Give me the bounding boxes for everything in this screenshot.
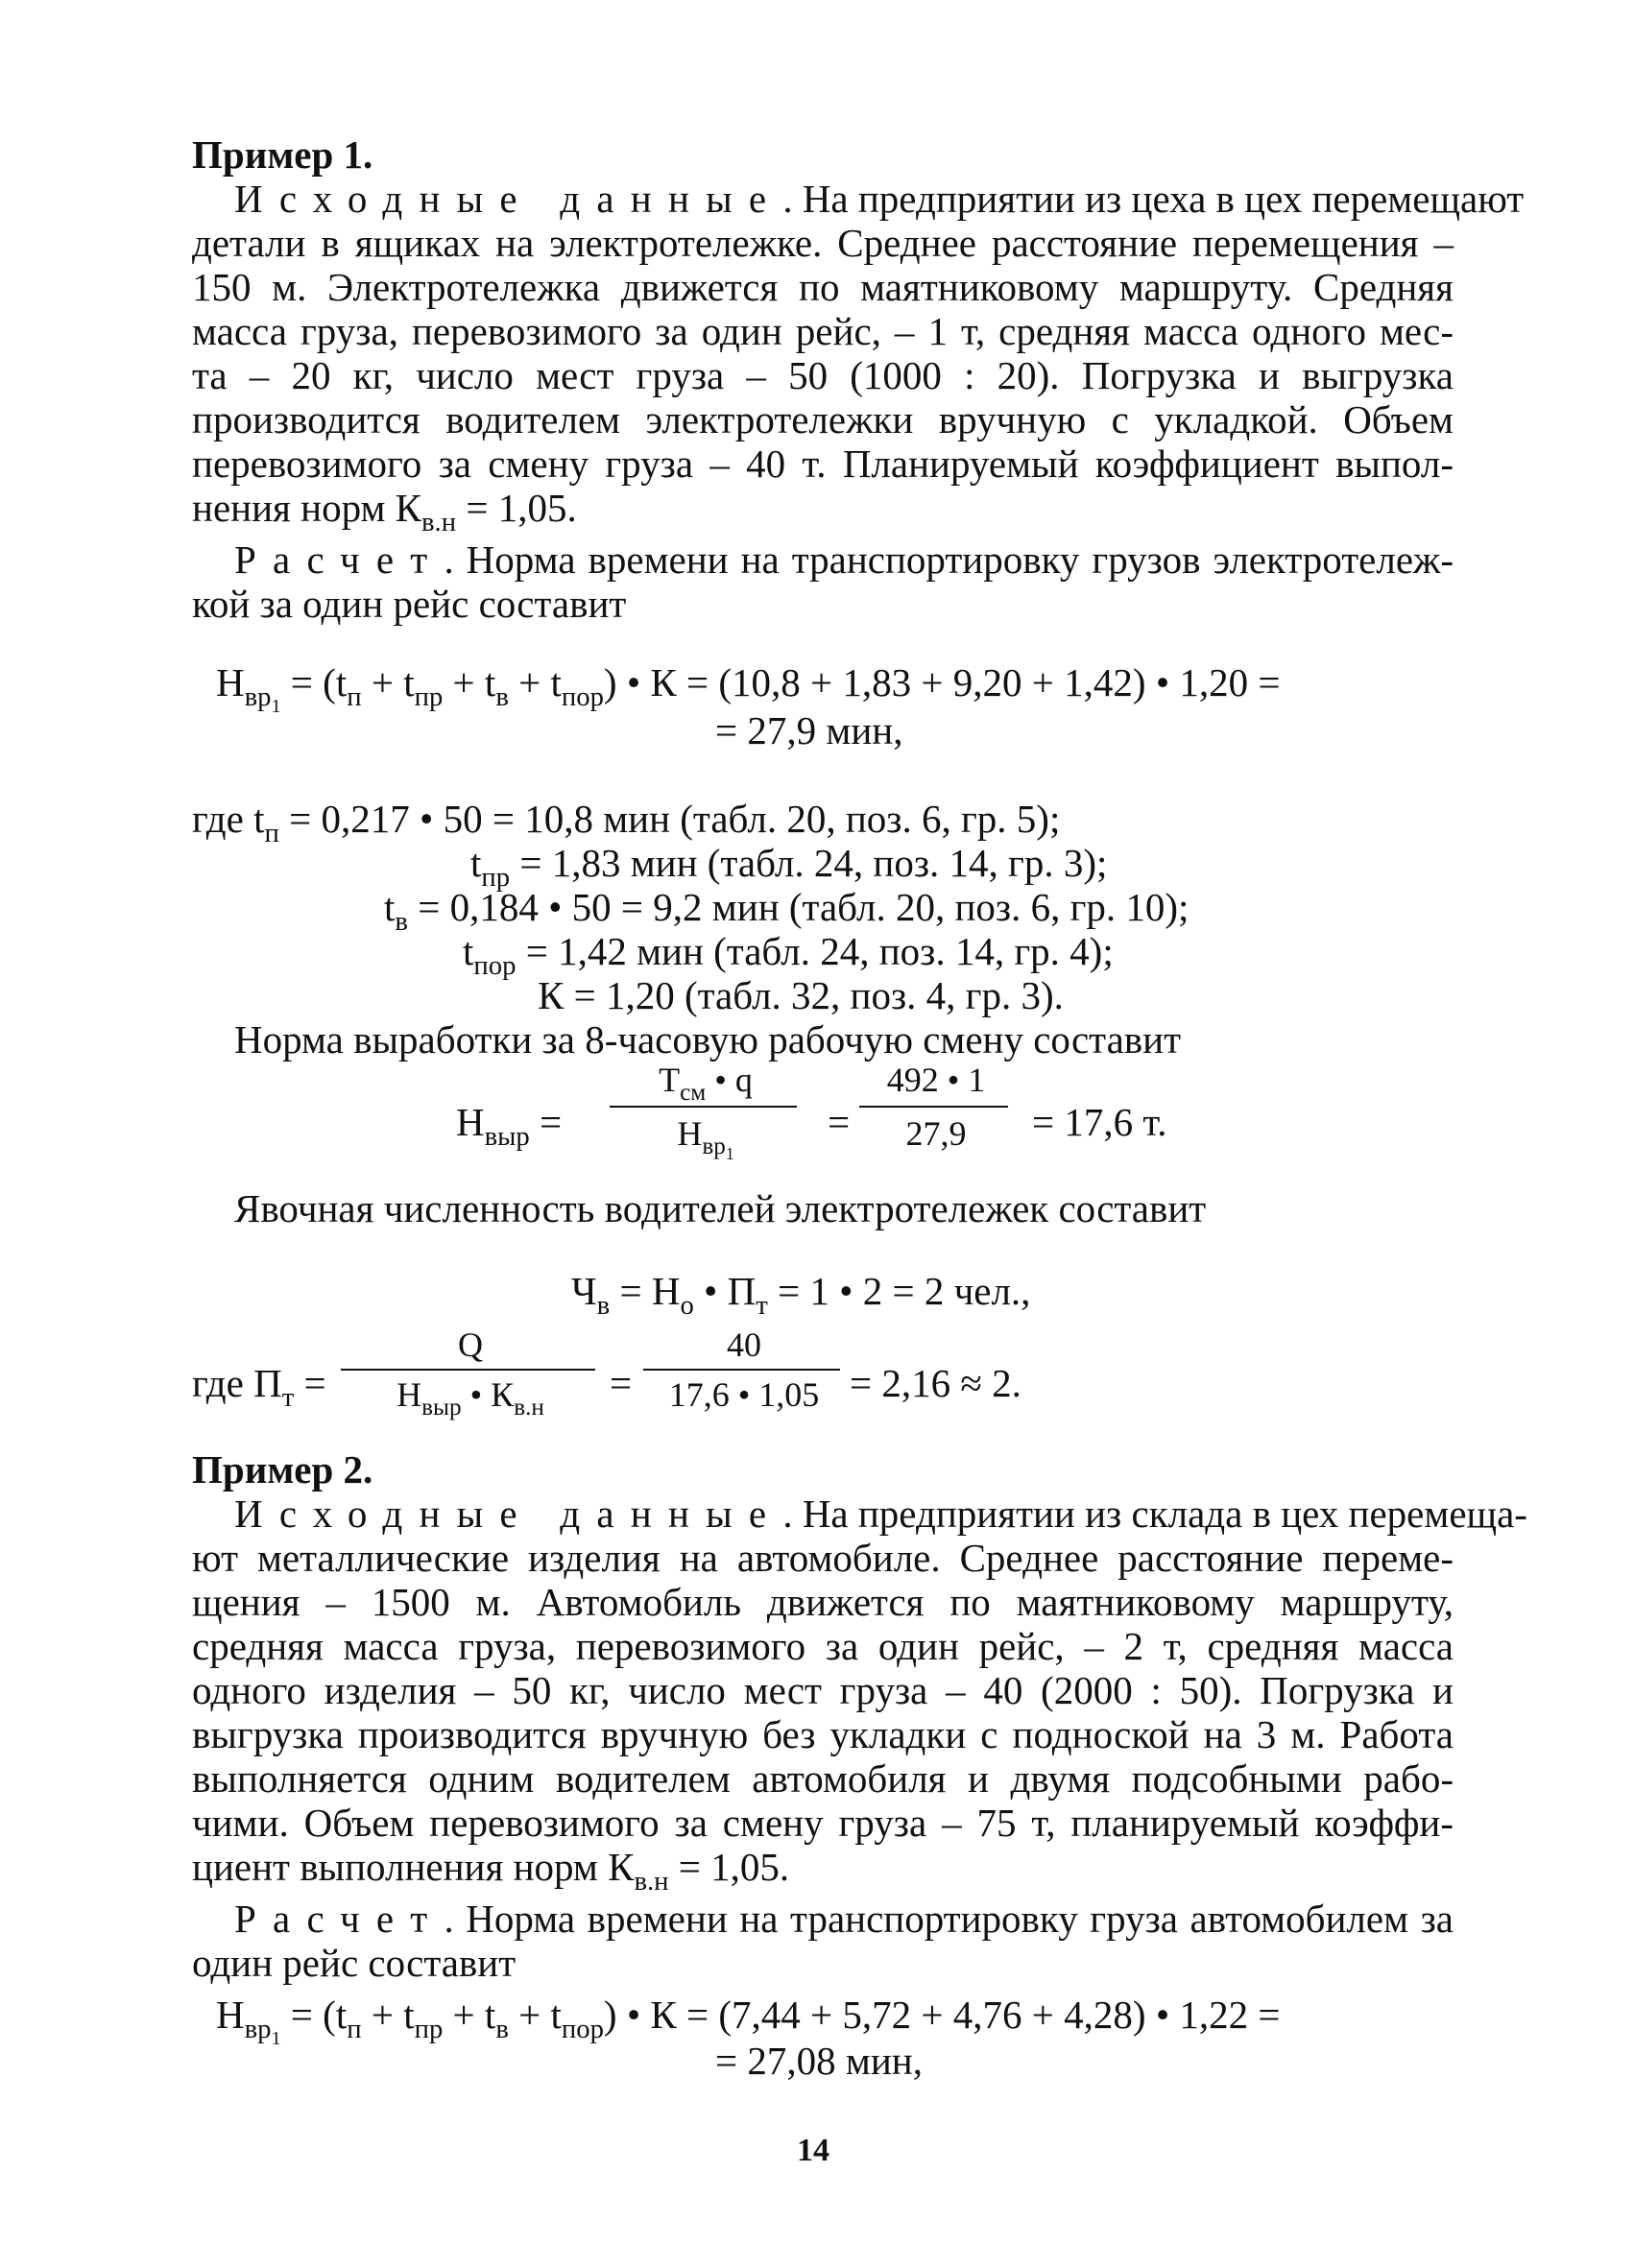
output-norm-intro: Норма выработки за 8-часовую рабочую смену составит <box>234 1017 1181 1062</box>
example-2-line-5: одного изделия – 50 кг, число мест груза – 40 (2000 : 50). Погрузка и <box>192 1668 1454 1712</box>
example-2-line-7: выполняется одним водителем автомобиля и двумя подсобными рабо- <box>192 1756 1454 1801</box>
pt-den-value: 17,6 • 1,05 <box>668 1375 820 1414</box>
headcount-intro: Явочная численность водителей электротележек составит <box>234 1186 1207 1230</box>
example-2-calc-line-1: Расчет. Норма времени на транспортировку груза автомобилем за <box>234 1897 1454 1941</box>
pt-result: = 2,16 ≈ 2. <box>850 1361 1021 1405</box>
pt-lhs: где $П_т$ = <box>192 1361 326 1414</box>
equals-sign: = <box>610 1361 633 1405</box>
example-1-line-5: та – 20 кг, число мест груза – 50 (1000 : 20). Погрузка и выгрузка <box>192 353 1454 397</box>
example-1-time-formula: $Н_{вр_1} = (t_п + t_{пр} + t_в + t_{пор})$ • К = (10,8 + 1,83 + 9,20 + 1,42) • 1,20 = <box>216 660 1281 718</box>
example-1-line-3: 150 м. Электротележка движется по маятниковому маршруту. Средняя <box>192 265 1454 309</box>
fraction-bar <box>859 1106 1008 1108</box>
example-1-line-8: нения норм $К_{в.н} = 1,05$. <box>192 486 577 538</box>
output-norm-denominator: $Н_{вр_1}$ <box>677 1114 734 1163</box>
example-2-line-8: чими. Объем перевозимого за смену груза – 75 т, планируемый коэффи- <box>192 1801 1454 1845</box>
output-norm-lhs: $Н_{выр}$ = <box>456 1100 563 1153</box>
example-1-heading: Пример 1. <box>192 132 373 177</box>
where-k: К = 1,20 (табл. 32, поз. 4, гр. 3). <box>538 973 1064 1017</box>
example-1-line-7: перевозимого за смену груза – 40 т. Планируемый коэффициент выпол- <box>192 442 1454 486</box>
example-2-line-3: щения – 1500 м. Автомобиль движется по маятниковому маршруту, <box>192 1580 1454 1624</box>
pt-denominator: $Н_{выр}$ • $К_{в.н}$ <box>396 1375 544 1420</box>
page-number: 14 <box>797 2133 829 2168</box>
output-norm-numerator: $Т_{см}$ • q <box>659 1061 753 1106</box>
example-1-line-2: детали в ящиках на электротележке. Среднее расстояние перемещения – <box>192 221 1454 265</box>
example-2-line-2: ют металлические изделия на автомобиле. Среднее расстояние переме- <box>192 1536 1454 1580</box>
example-2-line-1: Исходные данные. На предприятии из склада в цех перемеща- <box>234 1492 1527 1536</box>
where-tpr: $t_{пр} = 1,83$ мин (табл. 24, поз. 14, гр. 3); <box>470 841 1108 894</box>
fraction-bar <box>341 1369 595 1371</box>
where-tpor: $t_{пор} = 1,42$ мин (табл. 24, поз. 14, гр. 4); <box>463 929 1114 982</box>
pt-numerator: Q <box>458 1325 483 1364</box>
example-2-line-9: циент выполнения норм $К_{в.н} = 1,05$. <box>192 1845 790 1898</box>
where-tv: $t_в = 0,184$ • 50 = 9,2 мин (табл. 20, поз. 6, гр. 10); <box>384 885 1189 938</box>
example-1-time-result: = 27,9 мин, <box>715 708 903 752</box>
fraction-bar <box>610 1106 797 1108</box>
example-1-line-1: Исходные данные. На предприятии из цеха в цех перемещают <box>234 177 1525 221</box>
equals-sign: = <box>828 1100 851 1144</box>
example-2-calc-line-2: один рейс составит <box>192 1941 517 1985</box>
example-1-line-6: производится водителем электротележки вручную с укладкой. Объем <box>192 397 1454 442</box>
fraction-bar <box>643 1369 840 1371</box>
output-norm-num-value: 492 • 1 <box>886 1061 986 1099</box>
example-1-line-4: масса груза, перевозимого за один рейс, – 1 т, средняя масса одного мес- <box>192 309 1454 353</box>
example-2-line-4: средняя масса груза, перевозимого за один рейс, – 2 т, средняя масса <box>192 1624 1454 1668</box>
headcount-formula: $Ч_в = Н_о$ • $П_т = 1$ • 2 = 2 чел., <box>571 1269 1031 1322</box>
example-2-time-result: = 27,08 мин, <box>715 2039 923 2083</box>
example-2-time-formula: $Н_{вр_1} = (t_п + t_{пр} + t_в + t_{пор})$ • К = (7,44 + 5,72 + 4,76 + 4,28) • 1,22 = <box>216 1993 1281 2050</box>
where-tp: где $t_п = 0,217$ • 50 = 10,8 мин (табл. 20, поз. 6, гр. 5); <box>192 797 1061 849</box>
example-1-calc-line-2: кой за один рейс составит <box>192 582 627 626</box>
output-norm-result: = 17,6 т. <box>1032 1100 1167 1144</box>
output-norm-den-value: 27,9 <box>905 1114 967 1153</box>
example-1-calc-line-1: Расчет. Норма времени на транспортировку грузов электротележ- <box>234 537 1454 582</box>
pt-num-value: 40 <box>727 1325 761 1364</box>
example-2-heading: Пример 2. <box>192 1447 373 1492</box>
example-2-line-6: выгрузка производится вручную без укладки с подноской на 3 м. Работа <box>192 1712 1454 1756</box>
